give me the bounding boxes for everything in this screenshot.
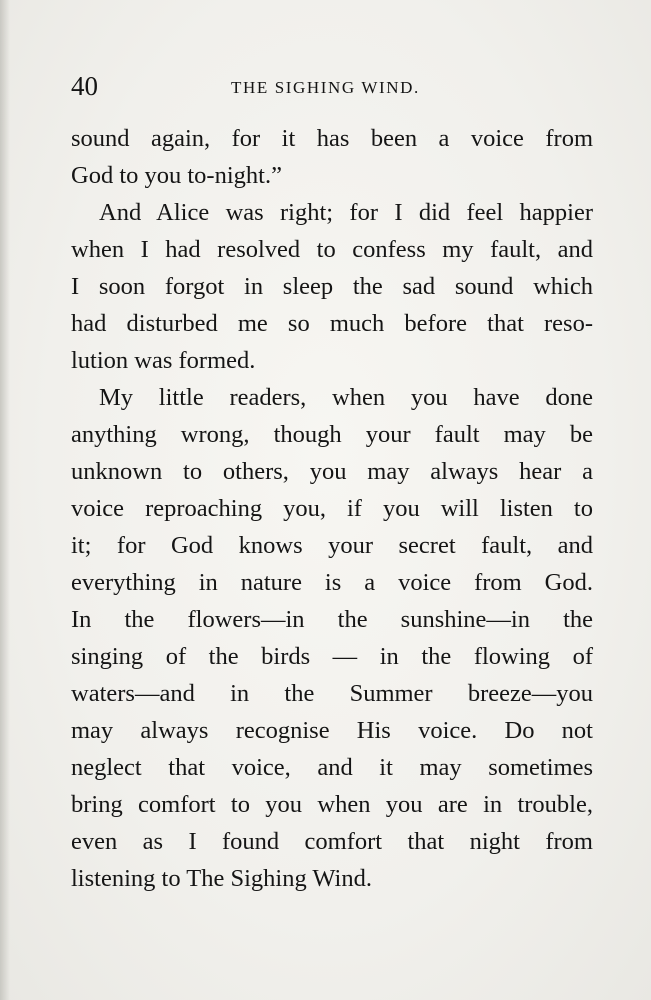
text-line: unknown to others, you may always hear a [71,458,593,485]
text-line: neglect that voice, and it may sometimes [71,754,593,781]
page-header [71,68,593,104]
text-line: waters—and in the Summer breeze—you [71,680,593,707]
text-line: bring comfort to you when you are in trouble, [71,791,593,818]
page-number: 40 [71,71,98,101]
text-line: voice reproaching you, if you will listen to [71,495,593,522]
text-line: My little readers, when you have done [99,384,593,411]
running-head: THE SIGHING WIND. [231,78,420,97]
text-line: it; for God knows your secret fault, and [71,532,593,559]
text-line: And Alice was right; for I did feel happier [99,199,593,226]
text-line: anything wrong, though your fault may be [71,421,593,448]
text-line: when I had resolved to confess my fault, and [71,236,593,263]
text-line: listening to The Sighing Wind. [71,865,372,892]
page-edge-shadow [0,0,10,1000]
text-line: lution was formed. [71,347,256,374]
text-line: I soon forgot in sleep the sad sound which [71,273,593,300]
text-line: singing of the birds — in the flowing of [71,643,593,670]
text-line: In the flowers—in the sunshine—in the [71,606,593,633]
text-line: sound again, for it has been a voice from [71,125,593,152]
text-line: had disturbed me so much before that reso- [71,310,593,337]
text-line: even as I found comfort that night from [71,828,593,855]
text-line: God to you to-night.” [71,162,282,189]
text-line: may always recognise His voice. Do not [71,717,593,744]
text-line: everything in nature is a voice from God. [71,569,593,596]
body-text [71,120,593,897]
